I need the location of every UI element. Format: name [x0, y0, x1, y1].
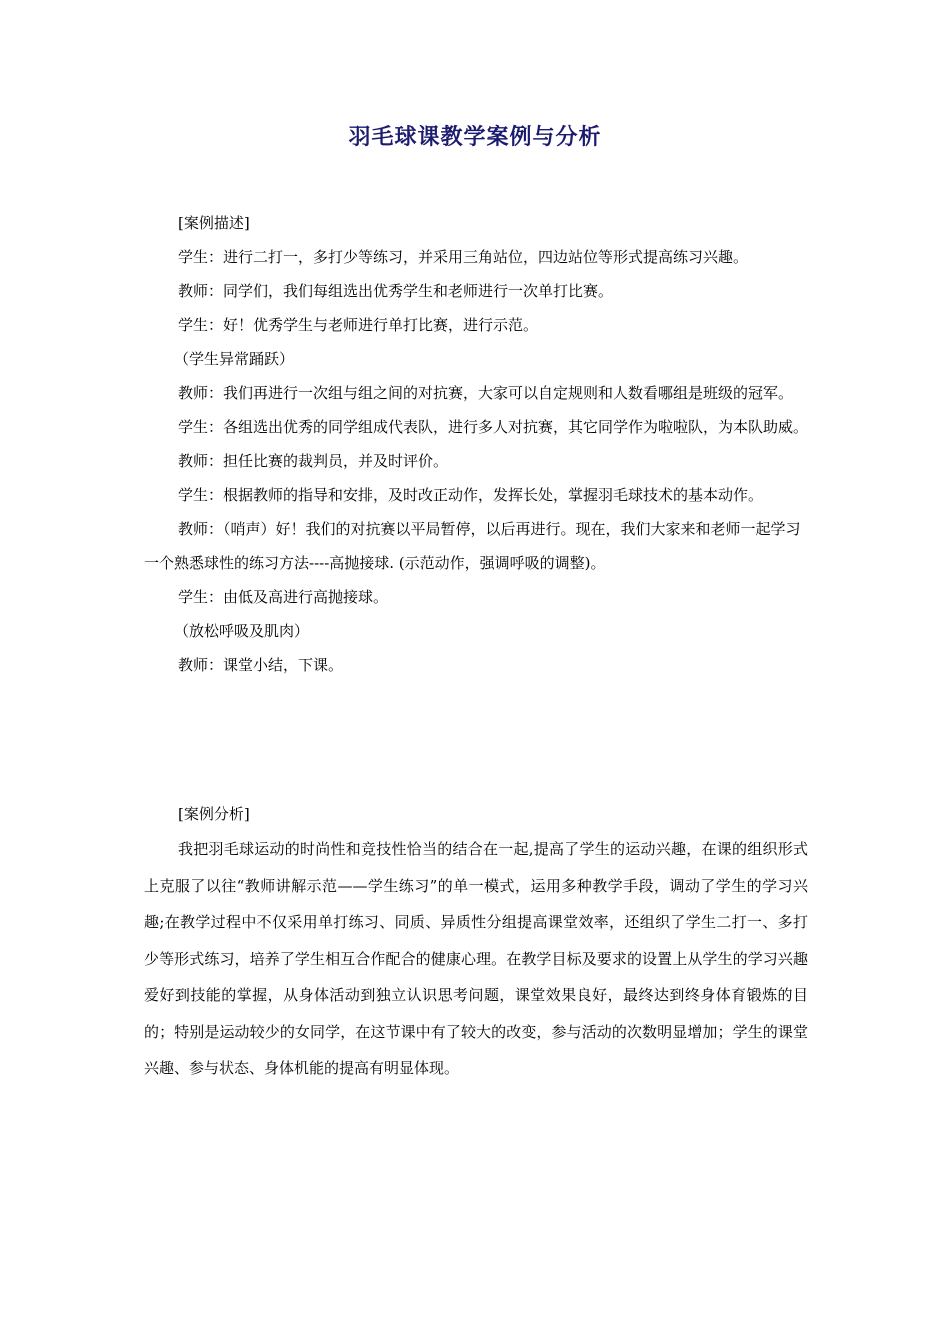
dialogue-line: 教师：课堂小结，下课。	[178, 656, 344, 674]
dialogue-line: 教师：担任比赛的裁判员，并及时评价。	[178, 452, 449, 470]
case-analysis-section	[144, 797, 808, 1087]
case-analysis-heading: [案例分析]	[178, 805, 250, 823]
document-title: 羽毛球课教学案例与分析	[348, 124, 602, 150]
case-description-section	[144, 206, 808, 682]
dialogue-line: 教师：我们再进行一次组与组之间的对抗赛，大家可以自定规则和人数看哪组是班级的冠军。	[178, 384, 794, 402]
stage-note: （放松呼吸及肌肉）	[174, 622, 310, 640]
case-description-heading: [案例描述]	[178, 214, 250, 232]
case-analysis-paragraph: 我把羽毛球运动的时尚性和竞技性恰当的结合在一起,提高了学生的运动兴趣，在课的组织形式上克服了以往“教师讲解示范——学生练习”的单一模式，运用多种教学手段，调动了学生的学习兴趣;在教学过程中不仅采用单打练习、同质、异质性分组提高课堂效率，还组织了学生二打一、多打少等形式练习，培养了学生相互合作配合的健康心理。在教学目标及要求的设置上从学生的学习兴趣爱好到技能的掌握，从身体活动到独立认识思考问题，课堂效果良好，最终达到终身体育锻炼的目的；特别是运动较少的女同学，在这节课中有了较大的改变，参与活动的次数明显增加；学生的课堂兴趣、参与状态、身体机能的提高有明显体现。	[144, 840, 808, 1077]
dialogue-line: 学生：好！优秀学生与老师进行单打比赛，进行示范。	[178, 316, 539, 334]
stage-note: （学生异常踊跃）	[174, 350, 295, 368]
dialogue-line: 学生：各组选出优秀的同学组成代表队，进行多人对抗赛，其它同学作为啦啦队，为本队助威。	[178, 418, 809, 436]
dialogue-line: 学生：进行二打一，多打少等练习，并采用三角站位，四边站位等形式提高练习兴趣。	[178, 248, 749, 266]
dialogue-line: 教师：（哨声）好！我们的对抗赛以平局暂停，以后再进行。现在，我们大家来和老师一起学习一个熟悉球性的练习方法----高抛接球. (示范动作，强调呼吸的调整)。	[144, 520, 801, 572]
dialogue-line: 学生：根据教师的指导和安排，及时改正动作，发挥长处，掌握羽毛球技术的基本动作。	[178, 486, 764, 504]
dialogue-line: 教师：同学们，我们每组选出优秀学生和老师进行一次单打比赛。	[178, 282, 614, 300]
dialogue-line: 学生：由低及高进行高抛接球。	[178, 588, 389, 606]
